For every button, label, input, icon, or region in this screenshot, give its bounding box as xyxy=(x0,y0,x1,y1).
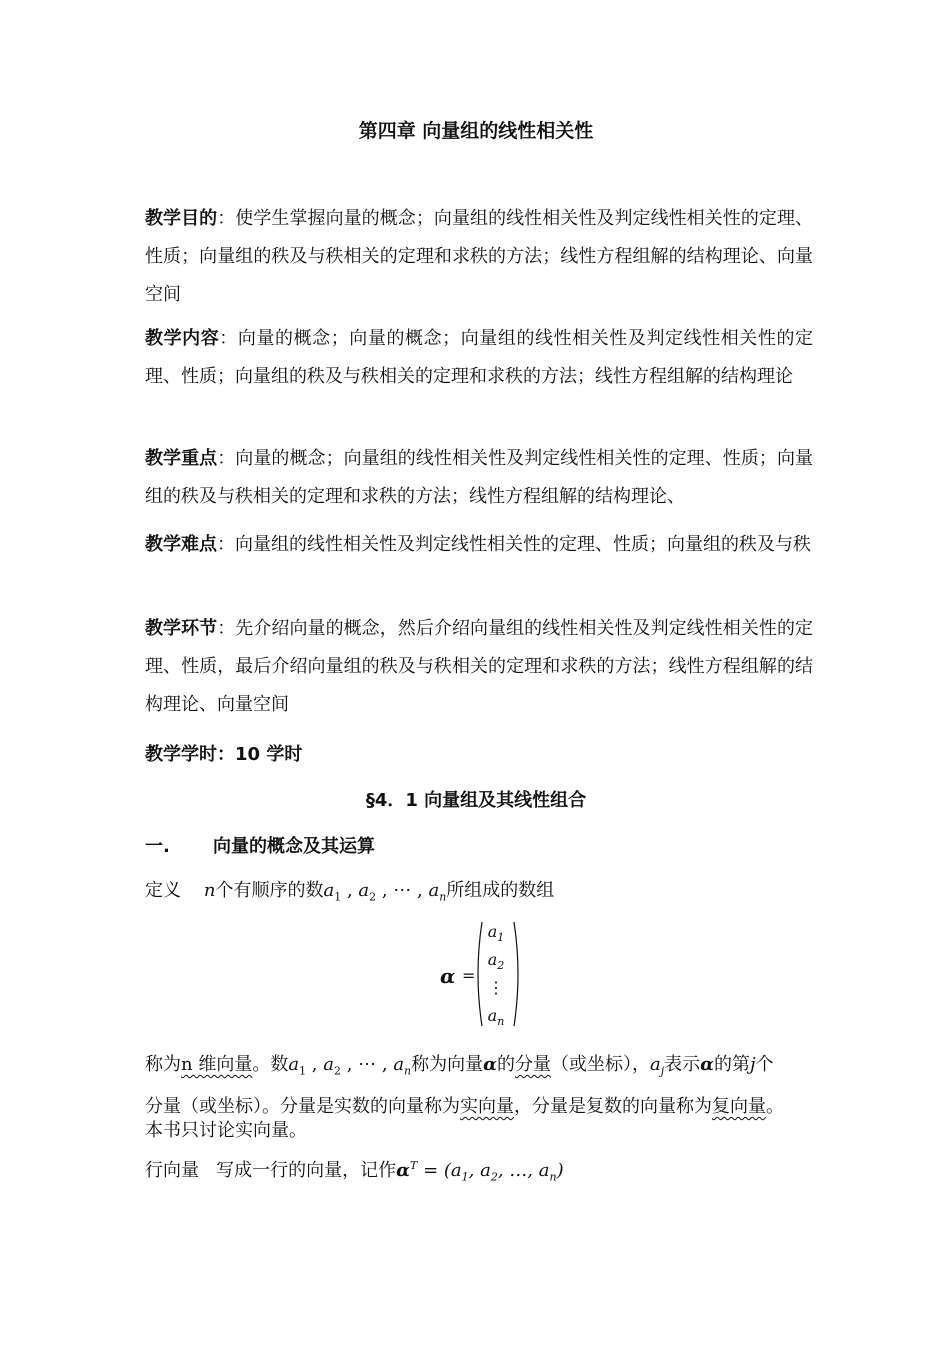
definition-pre: 个有顺序的数 xyxy=(215,880,324,901)
real-vector-only-line: 本书只讨论实向量。 xyxy=(145,1120,307,1141)
keypoints-text: 向量的概念；向量组的线性相关性及判定线性相关性的定理、性质；向量组的秩及与秩相关的定理和求秩的方法；线性方程组解的结构理论、 xyxy=(145,448,814,507)
ellipsis: ⋯ xyxy=(393,880,412,901)
content-label: 教学内容 xyxy=(145,328,220,349)
var-a2b: a xyxy=(323,1054,334,1075)
var-a2: a xyxy=(358,880,370,901)
text-real-def: 分量（或坐标）。分量是实数的向量称为 xyxy=(145,1096,460,1117)
complex-vector-term: 复向量 xyxy=(712,1096,766,1117)
row-vector-text: 写成一行的向量，记作 xyxy=(216,1160,397,1181)
difficulties-label: 教学难点 xyxy=(145,534,217,555)
content-paragraph xyxy=(145,320,813,396)
alpha-inline-2: α xyxy=(700,1054,715,1075)
heading-number: 一. xyxy=(145,836,170,857)
ellipsis-b: ⋯ xyxy=(358,1054,377,1075)
objective-paragraph xyxy=(145,200,813,314)
text-dedi: 的第 xyxy=(714,1054,751,1075)
row-vector-label: 行向量 xyxy=(145,1160,199,1181)
subsection-heading xyxy=(145,832,375,858)
sub-j: j xyxy=(660,1064,665,1078)
difficulties-sep: ： xyxy=(217,534,235,555)
text-ge: 个 xyxy=(755,1054,774,1075)
var-a1: a xyxy=(323,880,335,901)
text-complex-def: ，分量是复数的向量称为 xyxy=(514,1096,712,1117)
chapter-title: 第四章 向量组的线性相关性 xyxy=(358,120,594,142)
component-definition-line xyxy=(145,1092,784,1118)
content-text: 向量的概念；向量的概念；向量组的线性相关性及判定线性相关性的定理、性质；向量组的秩及与秩相关的定理和求秩的方法；线性方程组解的结构理论 xyxy=(145,328,814,387)
transpose-T: T xyxy=(410,1159,418,1172)
sub-n: n xyxy=(439,890,447,904)
keypoints-paragraph xyxy=(145,440,813,516)
entry-a1: $a_1$ xyxy=(487,922,505,945)
nvector-line: 称为n 维向量。数$a_1$ , $a_2$ , ⋯ , $a_n$称为向量α的分量（或坐标），$a_j$表示α的第j个 xyxy=(145,1054,774,1078)
difficulties-paragraph xyxy=(145,526,813,564)
equals-sign: = xyxy=(462,966,476,985)
row-vector-formula: = ($a_1$, $a_2$, …, $a_n$) xyxy=(423,1160,564,1184)
steps-paragraph xyxy=(145,610,813,724)
alpha-inline: α xyxy=(483,1054,497,1075)
objective-label: 教学目的 xyxy=(145,208,218,229)
keypoints-sep: ： xyxy=(217,448,236,469)
definition-label: 定义 xyxy=(145,880,181,901)
text-chengweixiangliang: 称为向量 xyxy=(411,1054,484,1075)
text-biaoshi: 表示 xyxy=(664,1054,701,1075)
var-a1b: a xyxy=(288,1054,300,1075)
sub-1: 1 xyxy=(334,890,342,904)
heading-text: 向量的概念及其运算 xyxy=(213,836,375,857)
definition-post: 所组成的数组 xyxy=(446,880,555,901)
n-dimensional-vector-term: n 维向量 xyxy=(181,1054,253,1075)
steps-sep: ： xyxy=(217,618,236,639)
text-period: 。 xyxy=(766,1096,784,1117)
var-aj: a xyxy=(650,1054,661,1075)
row-vector-line xyxy=(145,1156,564,1184)
component-term: 分量 xyxy=(515,1054,551,1075)
sub-2b: 2 xyxy=(333,1064,341,1078)
sub-2: 2 xyxy=(369,890,377,904)
section-title: §4．1 向量组及其线性组合 xyxy=(365,790,587,811)
difficulties-text: 向量组的线性相关性及判定线性相关性的定理、性质；向量组的秩及与秩 xyxy=(235,534,811,555)
alpha-symbol: α xyxy=(440,964,456,988)
var-anb: a xyxy=(393,1054,405,1075)
teaching-hours: 教学学时：10 学时 xyxy=(145,744,303,765)
text-or-coordinate: （或坐标）， xyxy=(551,1054,650,1075)
text-shu: 。数 xyxy=(252,1054,289,1075)
content-sep: ： xyxy=(219,328,238,349)
real-vector-term: 实向量 xyxy=(460,1096,514,1117)
text-chengwei: 称为 xyxy=(145,1054,181,1075)
entry-an: $a_n$ xyxy=(487,1006,505,1029)
sub-nb: n xyxy=(404,1064,412,1078)
sub-1b: 1 xyxy=(299,1064,307,1078)
steps-text: 先介绍向量的概念，然后介绍向量组的线性相关性及判定线性相关性的定理、性质，最后介绍向量组的秩及与秩相关的定理和求秩的方法；线性方程组解的结构理论、向量空间 xyxy=(145,618,814,715)
objective-text: 使学生掌握向量的概念；向量组的线性相关性及判定线性相关性的定理、性质；向量组的秩及与秩相关的定理和求秩的方法；线性方程组解的结构理论、向量空间 xyxy=(145,208,814,305)
definition-line: 定义 n个有顺序的数$a_1$ , $a_2$ , ⋯ , $a_n$所组成的数组 xyxy=(145,880,555,904)
alpha-transpose: α xyxy=(396,1160,411,1181)
steps-label: 教学环节 xyxy=(145,618,218,639)
column-vector-formula xyxy=(440,918,540,1030)
definition-n: n xyxy=(203,880,216,901)
matrix-entries xyxy=(484,918,508,1030)
objective-sep: ： xyxy=(217,208,236,229)
var-an: a xyxy=(428,880,440,901)
var-j: j xyxy=(750,1054,756,1075)
keypoints-label: 教学重点 xyxy=(145,448,218,469)
entry-a2: $a_2$ xyxy=(487,950,505,973)
entry-vdots: ⋮ xyxy=(488,978,504,997)
text-de: 的 xyxy=(497,1054,515,1075)
